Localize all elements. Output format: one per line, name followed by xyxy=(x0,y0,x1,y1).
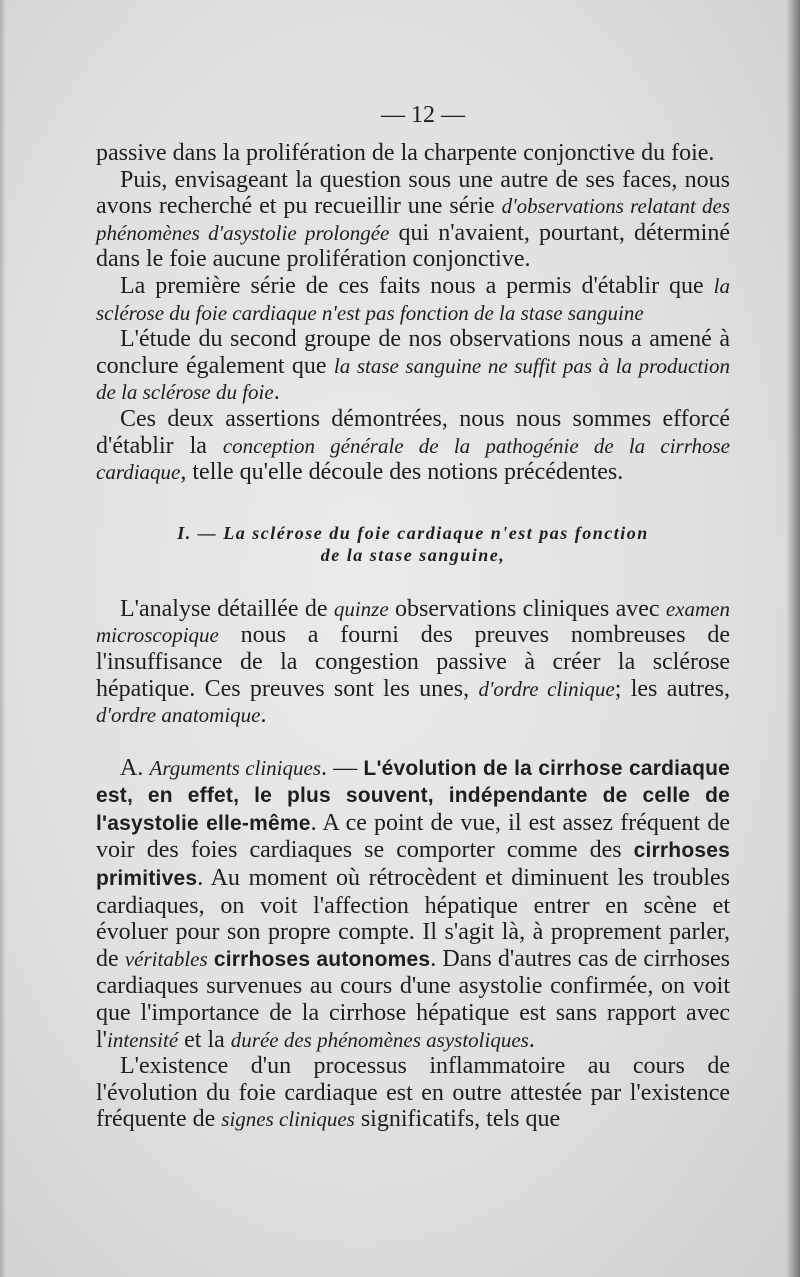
paragraph-text: . — xyxy=(321,754,364,781)
italic-phrase: conception générale de la pathogénie de la cirrhose cardiaque xyxy=(96,433,730,485)
paragraph-analysis xyxy=(96,596,730,729)
paragraph-text: . Au moment où rétrocèdent et diminuent les troubles cardiaques, on voit l'affection hépatique entrer en scène et évoluer pour son propre compte. Il s'agit là, à proprement parler, de xyxy=(96,865,730,972)
page-shadow-left xyxy=(0,0,6,1277)
section-heading-line-2: de la stase sanguine, xyxy=(320,544,506,565)
page-number: — 12 — xyxy=(381,102,465,128)
italic-phrase: d'observations relatant des phénomènes d'asystolie prolongée xyxy=(96,194,730,245)
paragraph-text: A. xyxy=(120,754,150,781)
paragraph-text: qui n'avaient, pourtant, déterminé dans le foie aucune prolifération conjonctive. xyxy=(96,219,730,273)
paragraph-text: L'étude du second groupe de nos observations nous a amené à conclure également que xyxy=(96,326,730,379)
italic-phrase: la stase sanguine ne suffit pas à la production de la sclérose du foie xyxy=(96,353,730,405)
paragraph-text: et la xyxy=(178,1026,231,1053)
italic-phrase: d'ordre anatomique xyxy=(96,703,261,728)
italic-phrase: durée des phénomènes asystoliques xyxy=(230,1027,529,1052)
italic-phrase: quinze xyxy=(333,596,389,621)
italic-phrase: signes cliniques xyxy=(221,1107,355,1132)
italic-phrase: examen microscopique xyxy=(96,596,730,648)
paragraph-text: passive dans la prolifération de la charpente conjonctive du foie. xyxy=(96,140,715,166)
italic-phrase: véritables xyxy=(124,946,208,971)
page-text-block xyxy=(96,100,730,1133)
paragraph-text: significatifs, tels que xyxy=(354,1106,561,1133)
paragraph-text: , telle qu'elle découle des notions précédentes. xyxy=(180,459,624,486)
paragraph-clinical-arguments xyxy=(96,755,730,1054)
paragraph-text: L'existence d'un processus inflammatoire au cours de l'évolution du foie cardiaque est en outre attestée par l'existence fréquente de xyxy=(96,1053,730,1133)
paragraph-text: Ces deux assertions démontrées, nous nous sommes efforcé d'établir la xyxy=(96,405,730,459)
paragraph-text: nous a fourni des preuves nombreuses de l'insuffisance de la congestion passive à créer la sclérose hépatique. Ces preuves sont les unes, xyxy=(96,622,730,702)
paragraph-text: L'analyse détaillée de xyxy=(120,595,334,622)
bold-phrase: L'évolution de la cirrhose cardiaque est, en effet, le plus souvent, indépendante de celle de l'asystolie elle-même xyxy=(96,756,731,835)
paragraph-text: . A ce point de vue, il est assez fréquent de voir des foies cardiaques se comporter comme des xyxy=(96,809,730,864)
bold-phrase: cirrhoses primitives xyxy=(96,839,730,891)
italic-phrase: intensité xyxy=(107,1027,179,1052)
paragraph-text: ; les autres, xyxy=(614,675,730,702)
italic-phrase: d'ordre clinique xyxy=(478,676,615,701)
italic-phrase: Arguments cliniques xyxy=(149,755,322,780)
paragraph-gap xyxy=(96,729,730,755)
paragraph-second-group xyxy=(96,326,730,406)
paragraph-continuation xyxy=(96,140,730,167)
paragraph-text: . Dans d'autres cas de cirrhoses cardiaques survenues au cours d'une asystolie confirmée, on voit que l'importance de la cirrhose hépatique est sans rapport avec l' xyxy=(96,945,731,1053)
paragraph-observations xyxy=(96,167,730,273)
paragraph-text: . xyxy=(260,702,267,729)
paragraph-text: . xyxy=(528,1026,535,1053)
section-heading xyxy=(96,522,730,566)
italic-phrase: la sclérose du foie cardiaque n'est pas fonction de la stase sanguine xyxy=(96,273,730,325)
paragraph-inflammatory-process xyxy=(96,1053,730,1133)
paragraph-assertions xyxy=(96,406,730,486)
bold-phrase: cirrhoses autonomes xyxy=(213,947,431,971)
paragraph-text: La première série de ces faits nous a permis d'établir que xyxy=(120,272,714,299)
paragraph-first-series xyxy=(96,273,730,326)
paragraph-text: Puis, envisageant la question sous une autre de ses faces, nous avons recherché et pu recueillir une série xyxy=(96,166,730,220)
paragraph-text: observations cliniques avec xyxy=(388,595,666,622)
page-shadow-right xyxy=(786,0,800,1277)
section-heading-line-1: I. — La sclérose du foie cardiaque n'est pas fonction xyxy=(177,522,649,543)
paragraph-text: . xyxy=(273,379,280,406)
